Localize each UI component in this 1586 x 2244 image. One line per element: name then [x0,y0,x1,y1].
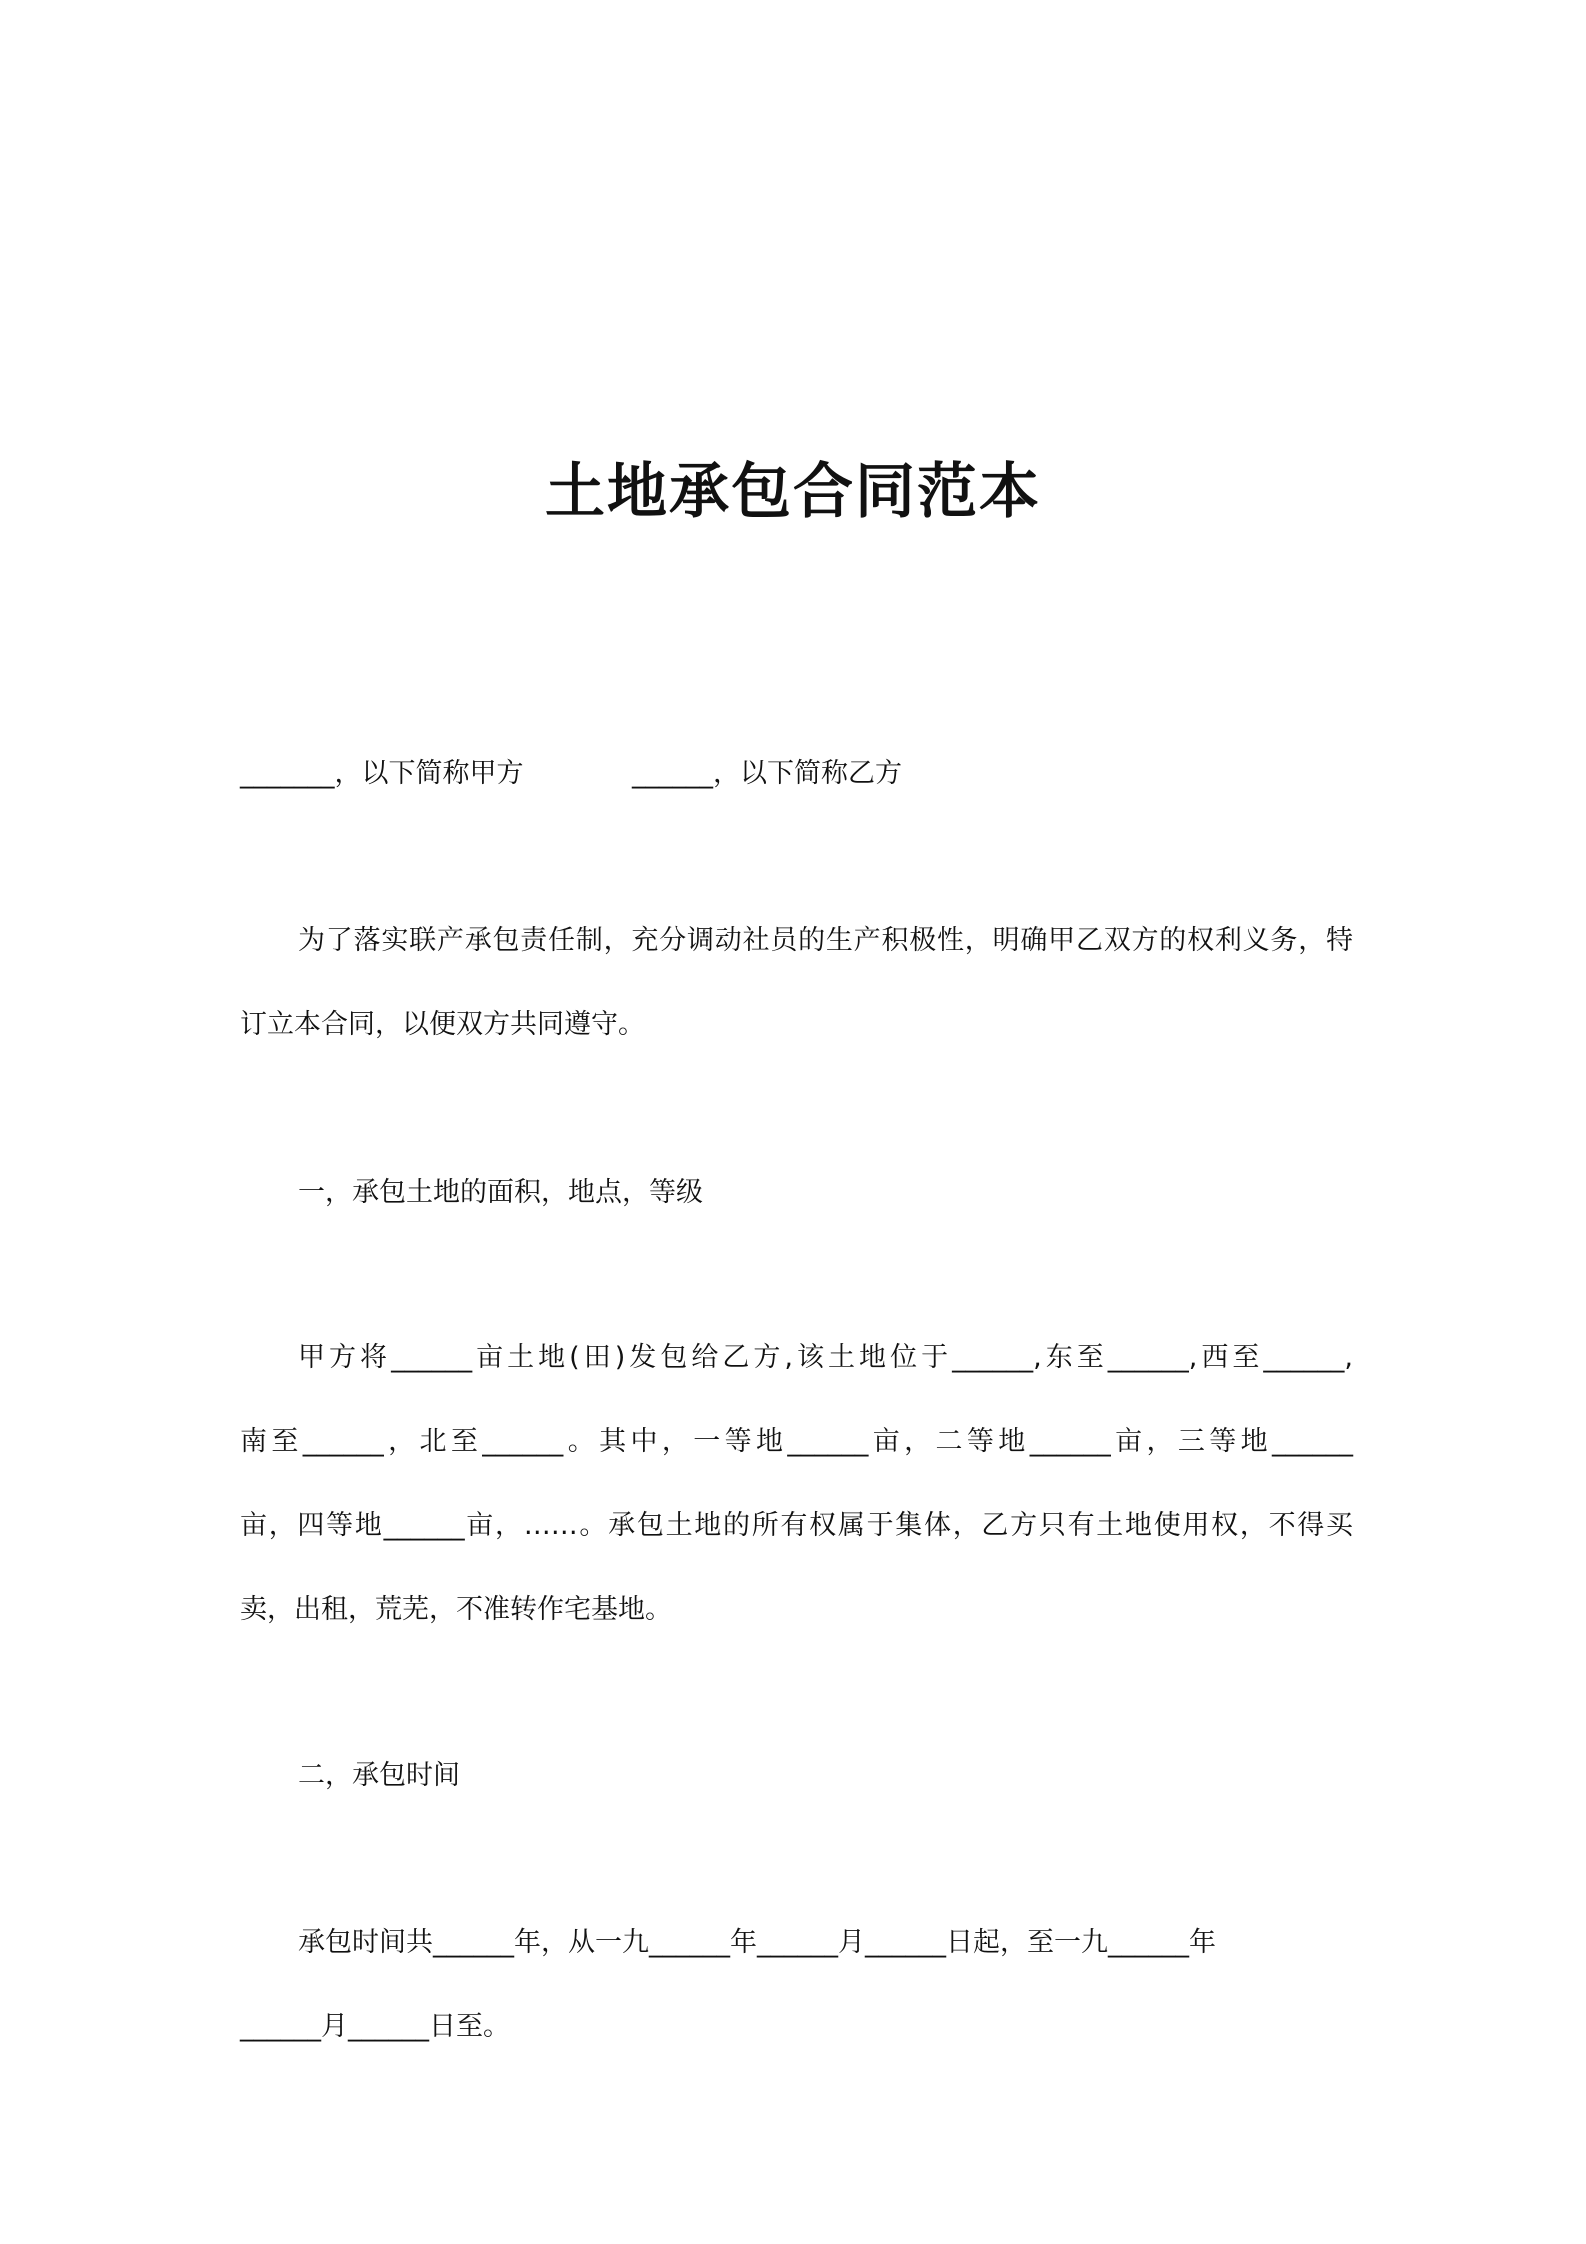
section-2-heading: 二，承包时间 [298,1760,460,1791]
preamble-line-1: 为了落实联产承包责任制，充分调动社员的生产积极性，明确甲乙双方的权利义务，特 [298,925,1353,956]
preamble-line-2: 订立本合同，以便双方共同遵守。 [240,1009,645,1040]
section-1-line-3: 亩，四等地______亩，……。承包土地的所有权属于集体，乙方只有土地使用权，不得买 [240,1510,1353,1541]
section-2-line-1: 承包时间共______年，从一九______年______月______日起，至一九______年 [298,1927,1216,1958]
party-a-line: _______，以下简称甲方 [240,758,524,789]
document-title: 土地承包合同范本 [545,457,1041,527]
section-1-line-1: 甲方将______亩土地(田)发包给乙方,该土地位于______,东至______,西至______, [298,1342,1353,1373]
section-1-line-2: 南至______，北至______。其中，一等地______亩，二等地______亩，三等地______ [240,1426,1353,1457]
section-1-line-4: 卖，出租，荒芜，不准转作宅基地。 [240,1594,672,1625]
party-b-line: ______，以下简称乙方 [632,758,902,789]
section-1-heading: 一，承包土地的面积，地点，等级 [298,1177,703,1208]
section-2-line-2: ______月______日至。 [240,2011,510,2042]
